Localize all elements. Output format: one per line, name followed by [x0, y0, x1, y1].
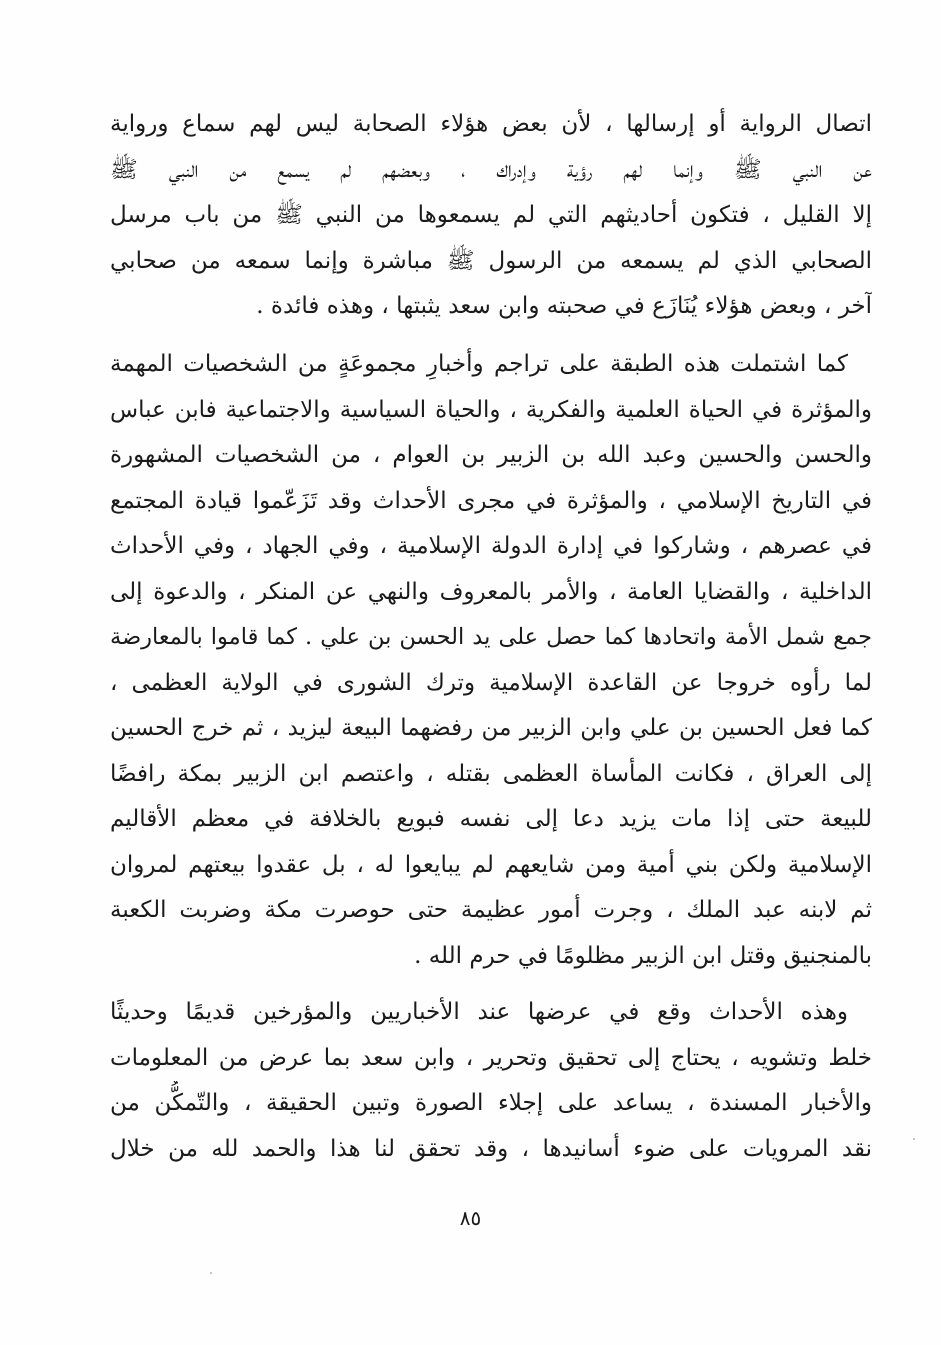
text-line: في التاريخ الإسلامي ، والمؤثرة في مجرى الأحداث وقد تَزَعّموا قيادة المجتمع	[110, 487, 872, 514]
text-line: بالمنجنيق وقتل ابن الزبير مظلومًا في حرم الله .	[414, 942, 872, 969]
text-line: الداخلية ، والقضايا العامة ، والأمر بالمعروف والنهي عن المنكر ، والدعوة إلى	[110, 578, 872, 605]
text-line: خلط وتشويه ، يحتاج إلى تحقيق وتحرير ، وابن سعد بما عرض من المعلومات	[110, 1044, 872, 1071]
text-line: جمع شمل الأمة واتحادها كما حصل على يد الحسن بن علي . كما قاموا بالمعارضة	[110, 624, 872, 650]
text-line: كما اشتملت هذه الطبقة على تراجم وأخبارِ مجموعَةٍ من الشخصيات المهمة	[110, 351, 848, 377]
page-number: ٨٥	[459, 1206, 482, 1230]
text-line: اتصال الرواية أو إرسالها ، لأن بعض هؤلاء الصحابة ليس لهم سماع ورواية	[110, 111, 872, 137]
text-line: والأخبار المسندة ، يساعد على إجلاء الصورة وتبين الحقيقة ، والتّمكُّن من	[110, 1090, 872, 1116]
paragraph-3	[110, 990, 872, 1172]
scan-speck	[913, 1138, 915, 1140]
text-line: آخر ، وبعض هؤلاء يُنَازَع في صحبته وابن سعد يثبتها ، وهذه فائدة .	[256, 293, 872, 319]
text-line: عن النبي ﷺ وإنما لهم رؤية وإدراك ، وبعضهم لم يسمع من النبي ﷺ	[110, 156, 872, 183]
text-line: الصحابي الذي لم يسمعه من الرسول ﷺ مباشرة وإنما سمعه من صحابي	[110, 247, 872, 274]
text-line: إلا القليل ، فتكون أحاديثهم التي لم يسمعوها من النبي ﷺ من باب مرسل	[110, 202, 872, 228]
text-line: للبيعة حتى إذا مات يزيد دعا إلى نفسه فبويع بالخلافة في معظم الأقاليم	[110, 806, 872, 832]
text-line: وهذه الأحداث وقع في عرضها عند الأخباريين والمؤرخين قديمًا وحديثًا	[110, 999, 848, 1025]
text-line: إلى العراق ، فكانت المأساة العظمى بقتله ، واعتصم ابن الزبير بمكة رافضًا	[110, 760, 872, 787]
text-line: نقد المرويات على ضوء أسانيدها ، وقد تحقق لنا هذا والحمد لله من خلال	[110, 1135, 872, 1162]
scan-speck	[210, 1272, 212, 1274]
text-line: في عصرهم ، وشاركوا في إدارة الدولة الإسلامية ، وفي الجهاد ، وفي الأحداث	[110, 533, 872, 559]
paragraph-2	[110, 342, 872, 979]
text-line: ثم لابنه عبد الملك ، وجرت أمور عظيمة حتى حوصرت مكة وضربت الكعبة	[110, 897, 872, 923]
paragraph-1	[110, 102, 872, 330]
text-line: لما رأوه خروجا عن القاعدة الإسلامية وترك الشورى في الولاية العظمى ،	[110, 669, 872, 696]
text-line: كما فعل الحسين بن علي وابن الزبير من رفضهما البيعة ليزيد ، ثم خرج الحسين	[110, 715, 872, 741]
text-line: والحسن والحسين وعبد الله بن الزبير بن العوام ، من الشخصيات المشهورة	[110, 442, 872, 468]
text-line: الإسلامية ولكن بني أمية ومن شايعهم لم يبايعوا له ، بل عقدوا بيعتهم لمروان	[110, 851, 872, 878]
text-line: والمؤثرة في الحياة العلمية والفكرية ، والحياة السياسية والاجتماعية فابن عباس	[110, 396, 872, 423]
